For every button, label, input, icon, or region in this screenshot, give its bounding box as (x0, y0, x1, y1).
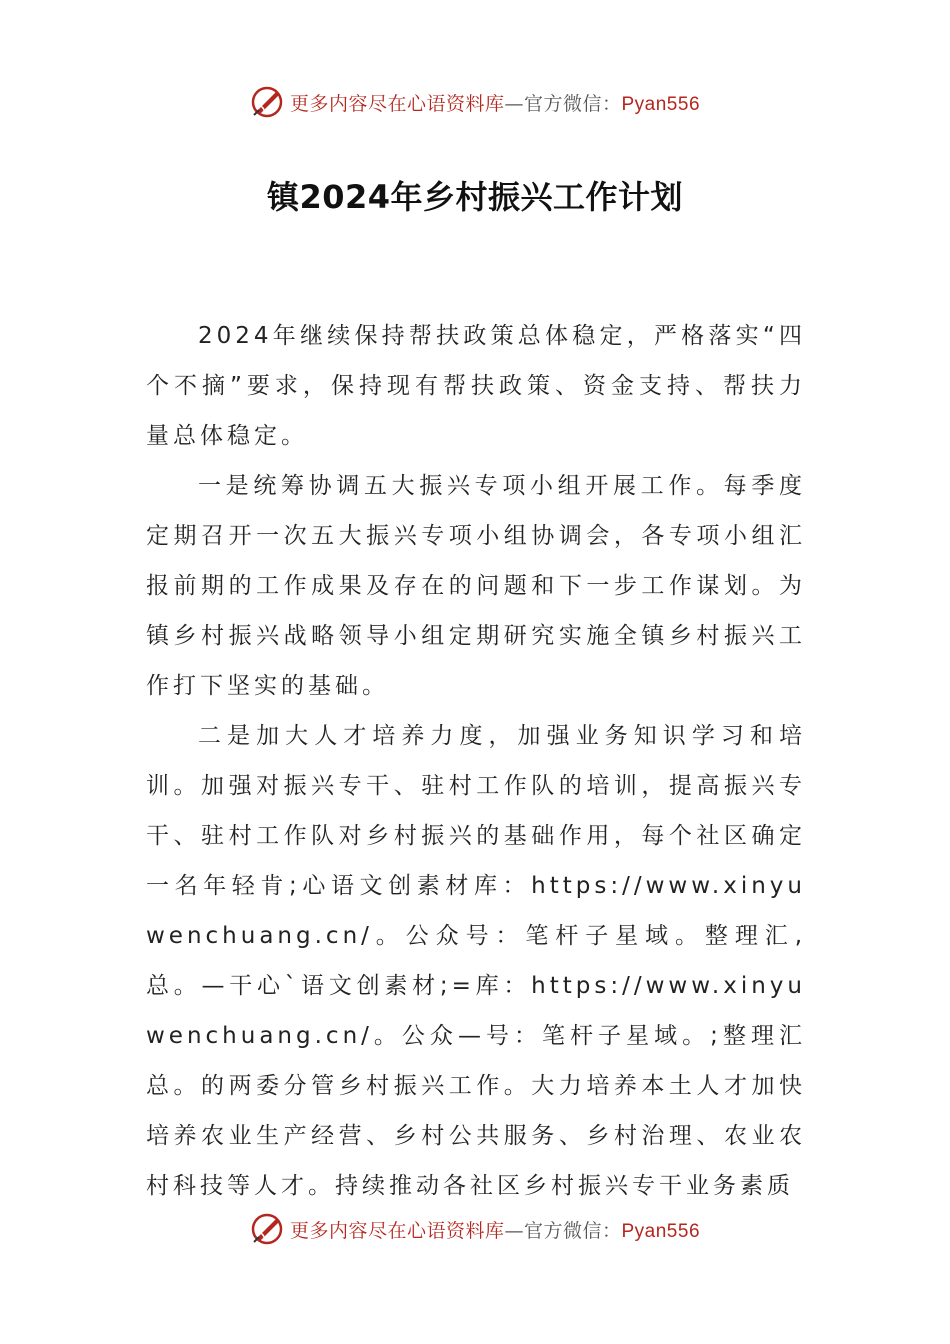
document-body (146, 311, 806, 1211)
header-banner (0, 82, 950, 122)
paragraph-two: 二是加大人才培养力度，加强业务知识学习和培训。加强对振兴专干、驻村工作队的培训，提高振兴专干、驻村工作队对乡村振兴的基础作用，每个社区确定一名年轻肯;心语文创素材库：https://www.xinyuwenchuang.cn/。公众号：笔杆子星域。整理汇,总。—干心`语文创素材;=库：https://www.xinyuwenchuang.cn/。公众—号：笔杆子星域。;整理汇总。的两委分管乡村振兴工作。大力培养本土人才加快培养农业生产经营、乡村公共服务、乡村治理、农业农村科技等人才。持续推动各社区乡村振兴专干业务素质 (146, 723, 806, 1199)
paragraph-one: 一是统筹协调五大振兴专项小组开展工作。每季度定期召开一次五大振兴专项小组协调会，各专项小组汇报前期的工作成果及存在的问题和下一步工作谋划。为镇乡村振兴战略领导小组定期研究实施全镇乡村振兴工作打下坚实的基础。 (146, 473, 806, 699)
header-separator: — (504, 92, 524, 115)
footer-wechat-label: 官方微信： (523, 1219, 622, 1242)
footer-banner (0, 1209, 950, 1249)
footer-wechat-id: Pyan556 (621, 1220, 701, 1242)
paragraph-intro: 2024年继续保持帮扶政策总体稳定，严格落实“四个不摘”要求，保持现有帮扶政策、资金支持、帮扶力量总体稳定。 (146, 323, 806, 449)
quill-pen-logo-icon (250, 1212, 284, 1246)
header-site-text: 更多内容尽在心语资料库 (289, 92, 505, 115)
header-banner-text (290, 89, 700, 116)
footer-site-text: 更多内容尽在心语资料库 (289, 1219, 505, 1242)
footer-separator: — (504, 1219, 524, 1242)
header-wechat-label: 官方微信： (523, 92, 622, 115)
quill-pen-logo-icon (250, 85, 284, 119)
footer-banner-text (290, 1216, 700, 1243)
header-wechat-id: Pyan556 (621, 93, 701, 115)
document-title: 镇2024年乡村振兴工作计划 (266, 178, 684, 216)
